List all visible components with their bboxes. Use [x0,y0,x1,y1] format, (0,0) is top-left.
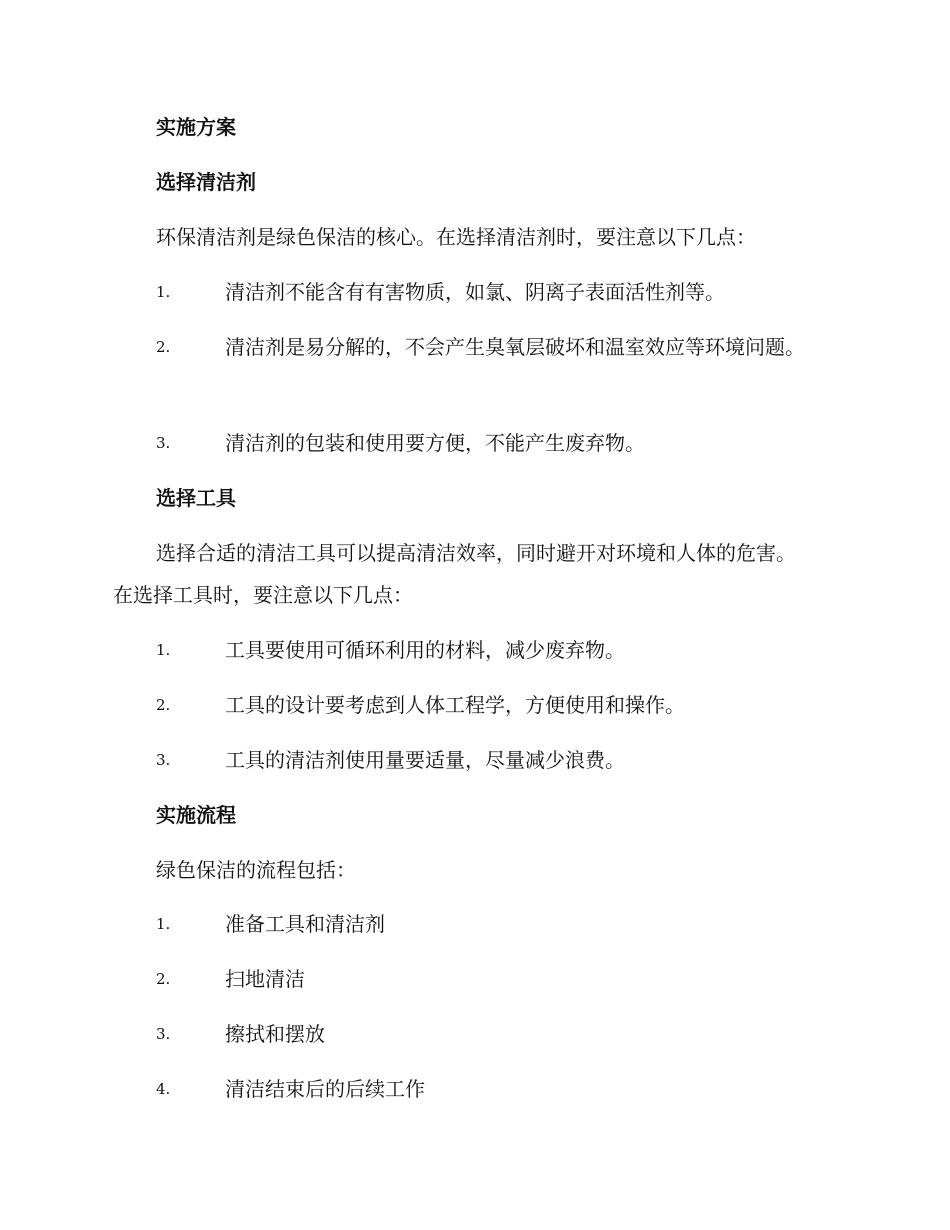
section-title-tools: 选择工具 [156,486,236,510]
list-item-number: 3. [156,1025,171,1043]
list-item [113,326,813,368]
list-item [113,422,813,464]
list-item-text: 擦拭和摆放 [225,1022,325,1046]
list-item [113,629,813,671]
list-item-number: 2. [156,970,171,988]
list-item-number: 3. [156,751,171,769]
list-item [113,903,813,945]
list-item-number: 1. [156,641,171,659]
list-item [113,1068,813,1110]
list-item-number: 2. [156,696,171,714]
list-item-text: 清洁剂的包装和使用要方便，不能产生废弃物。 [225,431,645,455]
list-item-text: 工具的设计要考虑到人体工程学，方便使用和操作。 [225,693,685,717]
list-item [113,271,813,313]
list-item-number: 1. [156,283,171,301]
list-item [113,684,813,726]
section-intro-tools: 选择合适的清洁工具可以提高清洁效率，同时避开对环境和人体的危害。在选择工具时，要注意以下几点： [113,541,796,607]
section-title-cleaner: 选择清洁剂 [156,170,256,194]
list-item-text: 清洁剂是易分解的，不会产生臭氧层破坏和温室效应等环境问题。 [225,335,805,359]
list-item-text: 清洁剂不能含有有害物质，如氯、阴离子表面活性剂等。 [225,280,725,304]
section-title-process: 实施流程 [156,803,236,827]
section-intro-cleaner: 环保清洁剂是绿色保洁的核心。在选择清洁剂时，要注意以下几点： [156,225,756,249]
list-item-number: 3. [156,434,171,452]
section-intro-process: 绿色保洁的流程包括： [156,858,356,882]
list-item [113,1013,813,1055]
main-heading: 实施方案 [156,115,236,139]
list-item-text: 工具的清洁剂使用量要适量，尽量减少浪费。 [225,748,625,772]
list-item-number: 1. [156,915,171,933]
list-item-number: 2. [156,338,171,356]
list-item-text: 工具要使用可循环利用的材料，减少废弃物。 [225,638,625,662]
list-item-text: 扫地清洁 [225,967,305,991]
list-item-number: 4. [156,1080,171,1098]
list-item [113,958,813,1000]
list-item [113,739,813,781]
list-item-text: 清洁结束后的后续工作 [225,1077,425,1101]
list-item-text: 准备工具和清洁剂 [225,912,385,936]
